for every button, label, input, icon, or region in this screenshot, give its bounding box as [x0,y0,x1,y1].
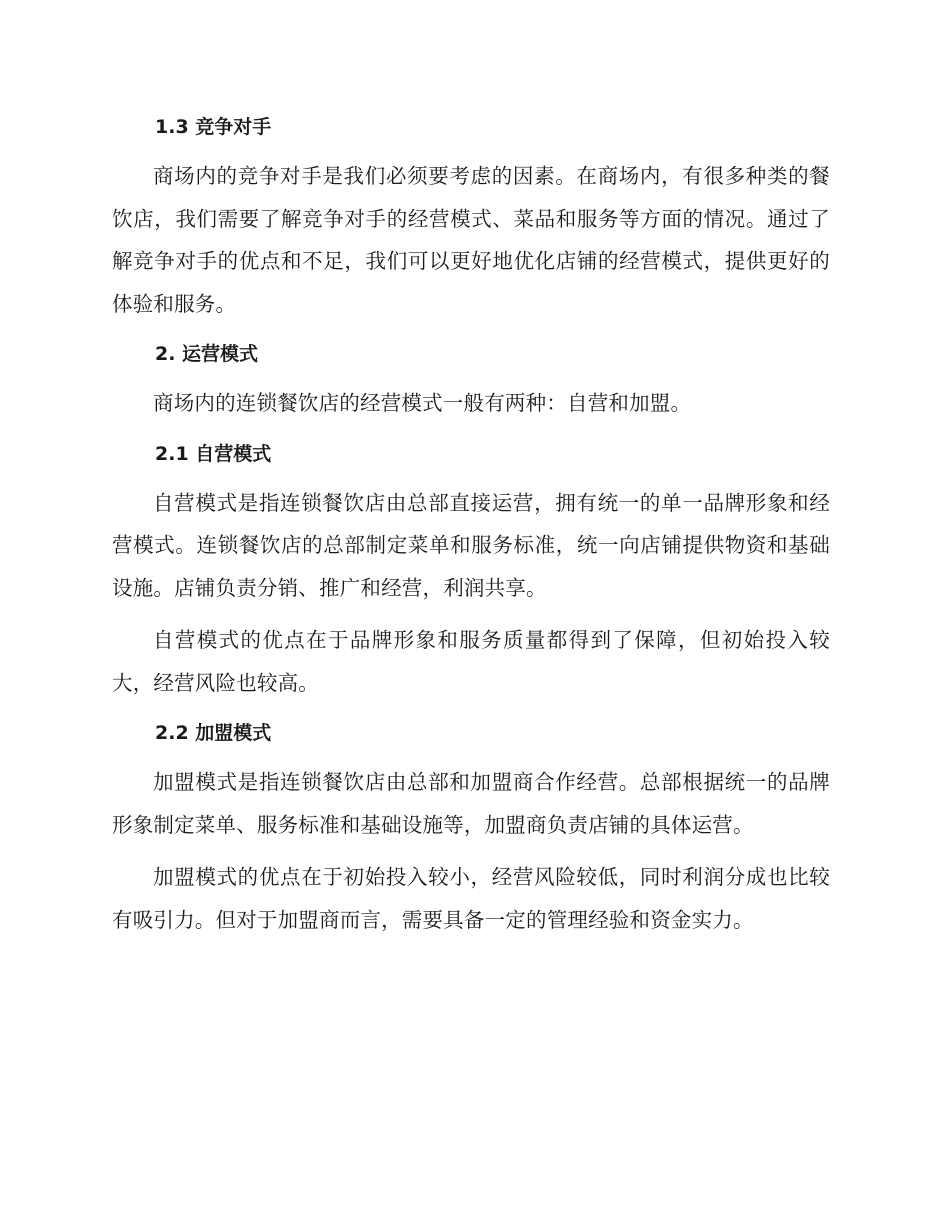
document-page [112,108,830,951]
paragraph: 自营模式是指连锁餐饮店由总部直接运营，拥有统一的单一品牌形象和经营模式。连锁餐饮店的总部制定菜单和服务标准，统一向店铺提供物资和基础设施。店铺负责分销、推广和经营，利润共享。 [112,490,830,600]
paragraph: 自营模式的优点在于品牌形象和服务质量都得到了保障，但初始投入较大，经营风险也较高。 [112,628,830,695]
section-heading: 2.2 加盟模式 [155,722,272,744]
section-competitors [112,108,830,325]
section-self-operated [112,435,830,705]
section-heading: 2. 运营模式 [155,343,259,365]
paragraph: 商场内的竞争对手是我们必须要考虑的因素。在商场内，有很多种类的餐饮店，我们需要了解竞争对手的经营模式、菜品和服务等方面的情况。通过了解竞争对手的优点和不足，我们可以更好地优化店铺的经营模式，提供更好的体验和服务。 [112,164,830,316]
section-heading: 1.3 竞争对手 [155,116,272,138]
section-franchise [112,714,830,941]
section-heading: 2.1 自营模式 [155,442,272,465]
paragraph: 商场内的连锁餐饮店的经营模式一般有两种：自营和加盟。 [153,391,692,415]
paragraph: 加盟模式是指连锁餐饮店由总部和加盟商合作经营。总部根据统一的品牌形象制定菜单、服务标准和基础设施等，加盟商负责店铺的具体运营。 [112,770,830,837]
paragraph: 加盟模式的优点在于初始投入较小，经营风险较低，同时利润分成也比较有吸引力。但对于加盟商而言，需要具备一定的管理经验和资金实力。 [112,865,830,932]
section-operating-model [112,335,830,425]
